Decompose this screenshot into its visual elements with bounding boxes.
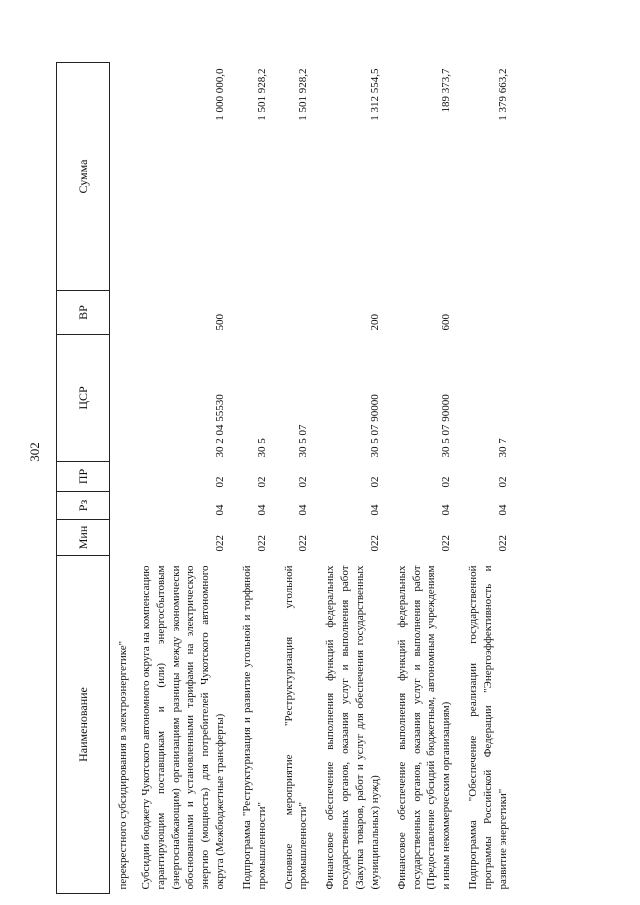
row-vr xyxy=(234,291,276,335)
row-pr: 02 xyxy=(440,476,453,488)
budget-table-wrapper xyxy=(56,63,585,894)
header-rz: Рз xyxy=(57,492,110,520)
row-rz: 04 xyxy=(368,504,381,516)
row-csr: 30 5 07 90000 xyxy=(368,394,381,458)
row-rz: 04 xyxy=(496,504,509,516)
row-sum: 1 379 663,2 xyxy=(496,68,509,121)
lead-text: перекрестного субсидирования в электроэнергетике" xyxy=(117,640,129,890)
row-name: Подпрограмма "Обеспечение реализации государственной программы Российской Федерации "Энергоэффективность и развитие энергетики" xyxy=(467,565,509,890)
row-sum: 1 501 928,2 xyxy=(255,68,268,121)
row-min: 022 xyxy=(496,535,509,552)
row-rz: 04 xyxy=(255,504,268,516)
row-rz: 04 xyxy=(440,504,453,516)
table-row xyxy=(133,63,234,894)
row-name: Основное мероприятие "Реструктуризация угольной промышленности" xyxy=(282,565,310,890)
budget-table xyxy=(56,62,517,894)
row-min: 022 xyxy=(214,535,227,552)
row-pr: 02 xyxy=(496,476,509,488)
row-pr: 02 xyxy=(297,476,310,488)
row-rz: 04 xyxy=(297,504,310,516)
row-csr: 30 5 07 xyxy=(297,424,310,458)
header-vr: ВР xyxy=(57,291,110,335)
row-sum: 189 373,7 xyxy=(440,68,453,113)
page-number: 302 xyxy=(27,442,42,462)
row-sum: 1 000 000,0 xyxy=(214,68,227,121)
table-row xyxy=(317,63,388,894)
row-name: Субсидии бюджету Чукотского автономного округа на компенсацию гарантирующим поставщикам и (или) энергосбытовым (энергоснабжающим) организациям разницы между экономически обоснованными и установленными тарифами на электрическую энергию (мощность) для потребителей Чукотского автономного округа (Межбюджетные трансферты) xyxy=(139,565,227,890)
row-min: 022 xyxy=(255,535,268,552)
row-name: Подпрограмма "Реструктуризация и развитие угольной и торфяной промышленности" xyxy=(240,565,268,890)
row-min: 022 xyxy=(440,535,453,552)
table-row xyxy=(234,63,276,894)
row-pr: 02 xyxy=(214,476,227,488)
table-row xyxy=(460,63,517,894)
row-min: 022 xyxy=(368,535,381,552)
row-vr: 500 xyxy=(214,314,227,331)
table-row xyxy=(389,63,460,894)
table-row xyxy=(276,63,318,894)
row-csr: 30 5 07 90000 xyxy=(440,394,453,458)
header-sum: Сумма xyxy=(57,63,110,291)
row-pr: 02 xyxy=(255,476,268,488)
row-name: Финансовое обеспечение выполнения функций федеральных государственных органов, оказания услуг и выполнения работ (Предоставление субсидий бюджетным, автономным учреждениям и иным некоммерческим организациям) xyxy=(395,565,453,890)
table-lead-row xyxy=(110,63,133,894)
row-csr: 30 7 xyxy=(496,438,509,458)
header-min: Мин xyxy=(57,520,110,556)
row-vr: 200 xyxy=(368,314,381,331)
table-header-row xyxy=(57,63,110,894)
row-sum: 1 501 928,2 xyxy=(297,68,310,121)
row-csr: 30 2 04 55530 xyxy=(214,394,227,458)
row-vr xyxy=(460,291,517,335)
row-vr xyxy=(276,291,318,335)
row-rz: 04 xyxy=(214,504,227,516)
row-vr: 600 xyxy=(440,314,453,331)
row-name: Финансовое обеспечение выполнения функций федеральных государственных органов, оказания услуг и выполнения работ (Закупка товаров, работ и услуг для обеспечения государственных (муниципальных) нужд) xyxy=(324,565,381,890)
row-min: 022 xyxy=(297,535,310,552)
header-name: Наименование xyxy=(57,556,110,894)
row-pr: 02 xyxy=(368,476,381,488)
row-sum: 1 312 554,5 xyxy=(368,68,381,121)
row-csr: 30 5 xyxy=(255,438,268,458)
header-csr: ЦСР xyxy=(57,335,110,462)
header-pr: ПР xyxy=(57,462,110,492)
